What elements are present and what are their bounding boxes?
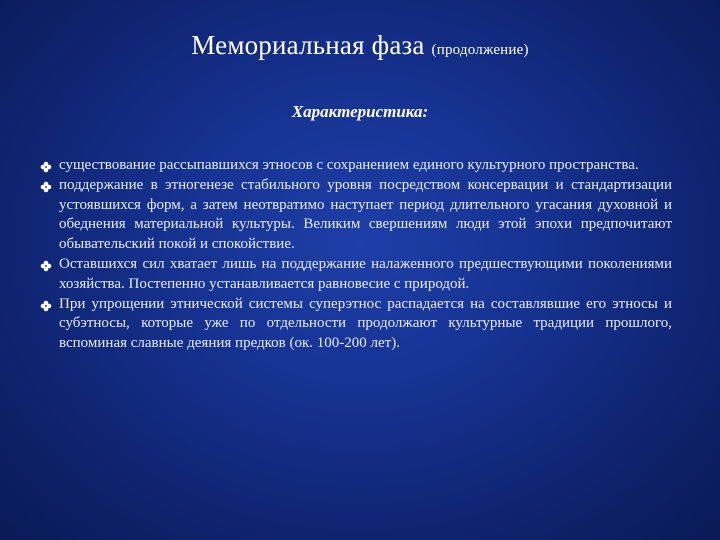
list-item bbox=[40, 156, 672, 176]
list-item bbox=[40, 295, 672, 354]
list-item-text: поддержание в этногенезе стабильного уровня посредством консервации и стандартизации устоявшихся форм, а затем неотвратимо наступает период длительного угасания духовной и обеднения материальной культуры. Великим свершениям люди этой эпохи предпочитают обывательский покой и спокойствие. bbox=[59, 177, 672, 252]
list-item-text: Оставшихся сил хватает лишь на поддержание налаженного предшествующими поколениями хозяйства. Постепенно устанавливается равновесие с природой. bbox=[59, 255, 672, 292]
diamond-bullet-icon bbox=[40, 157, 52, 173]
slide-subtitle: Характеристика: bbox=[291, 102, 429, 121]
list-item-text: При упрощении этнической системы суперэтнос распадается на составлявшие его этносы и субэтносы, которые уже по отдельности продолжают культурные традиции прошлого, вспоминая славные деяния предков (ок. 100-200 лет). bbox=[59, 295, 672, 351]
slide-title bbox=[0, 30, 720, 61]
bullet-list bbox=[40, 156, 672, 354]
slide-title-sub: (продолжение) bbox=[431, 42, 529, 58]
slide-title-main: Мемориальная фаза bbox=[191, 30, 425, 60]
list-item bbox=[40, 176, 672, 254]
diamond-bullet-icon bbox=[40, 256, 52, 272]
list-item bbox=[40, 255, 672, 294]
diamond-bullet-icon bbox=[40, 177, 52, 193]
diamond-bullet-icon bbox=[40, 296, 52, 312]
list-item-text: существование рассыпавшихся этносов с сохранением единого культурного пространства. bbox=[59, 157, 639, 173]
